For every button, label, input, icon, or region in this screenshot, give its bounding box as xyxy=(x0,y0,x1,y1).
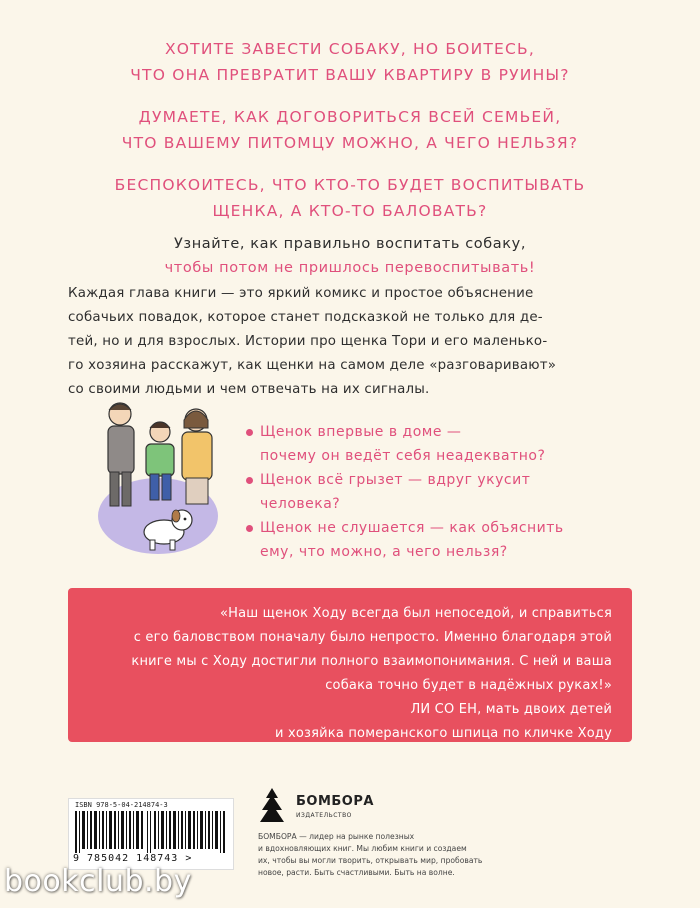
quote-line: «Наш щенок Ходу всегда был непоседой, и справиться xyxy=(219,606,612,621)
list-item xyxy=(246,420,626,468)
question-block xyxy=(0,36,700,88)
barcode-number: 9 785042 148743 > xyxy=(73,853,193,864)
question-line: ЩЕНКА, А КТО-ТО БАЛОВАТЬ? xyxy=(212,202,488,220)
question-line: ЧТО ВАШЕМУ ПИТОМЦУ МОЖНО, А ЧЕГО НЕЛЬЗЯ? xyxy=(121,134,579,152)
family-puppy-illustration xyxy=(96,392,242,564)
question-line: ХОТИТЕ ЗАВЕСТИ СОБАКУ, НО БОИТЕСЬ, xyxy=(164,40,536,58)
quote-line: с его баловством поначалу было непросто. Именно благодаря этой xyxy=(133,630,612,645)
bullet-dot-icon xyxy=(246,525,253,532)
list-item-text: Щенок впервые в доме — xyxy=(260,424,462,440)
question-block xyxy=(0,172,700,224)
publisher-description xyxy=(258,831,598,879)
bullet-dot-icon xyxy=(246,429,253,436)
question-line: БЕСПОКОИТЕСЬ, ЧТО КТО-ТО БУДЕТ ВОСПИТЫВАТЬ xyxy=(114,176,586,194)
publisher-description-line: и вдохновляющих книг. Мы любим книги и создаем xyxy=(258,844,467,853)
list-item xyxy=(246,516,626,564)
publisher-description-line: их, чтобы вы могли творить, открывать мир, пробовать xyxy=(258,856,483,865)
mother-figure xyxy=(182,409,212,504)
intro-questions xyxy=(0,36,700,240)
description-line: Каждая глава книги — это яркий комикс и простое объяснение xyxy=(68,286,534,301)
watermark-text: bookclub.by xyxy=(4,864,192,899)
key-questions-list xyxy=(246,420,626,564)
publisher-description-line: новое, расти. Быть счастливыми. Быть на волне. xyxy=(258,868,455,877)
quote-line: книге мы с Ходу достигли полного взаимопонимания. С ней и ваша xyxy=(131,654,612,669)
learn-line-1: Узнайте, как правильно воспитать собаку, xyxy=(173,236,527,252)
description-line: со своими людьми и чем отвечать на их сигналы. xyxy=(68,382,430,397)
list-item-text: Щенок не слушается — как объяснить xyxy=(260,520,564,536)
description-line: собачьих повадок, которое станет подсказкой не только для де- xyxy=(68,310,543,325)
description-line: тей, но и для взрослых. Истории про щенка Тори и его маленько- xyxy=(68,334,548,349)
learn-callout xyxy=(0,232,700,280)
isbn-label: ISBN 978-5-04-214874-3 xyxy=(75,801,168,809)
publisher-description-line: БОМБОРА — лидер на рынке полезных xyxy=(258,832,415,841)
list-item-text: почему он ведёт себя неадекватно? xyxy=(260,448,546,464)
question-line: ЧТО ОНА ПРЕВРАТИТ ВАШУ КВАРТИРУ В РУИНЫ? xyxy=(130,66,570,84)
bullet-dot-icon xyxy=(246,477,253,484)
description-line: го хозяина расскажут, как щенки на самом деле «разговаривают» xyxy=(68,358,557,373)
list-item-text: ему, что можно, а чего нельзя? xyxy=(260,544,508,560)
quote-line: собака точно будет в надёжных руках!» xyxy=(325,678,612,693)
book-description xyxy=(68,282,628,402)
publisher-name: БОМБОРА xyxy=(296,794,374,809)
question-block xyxy=(0,104,700,156)
learn-line-2: чтобы потом не пришлось перевоспитывать! xyxy=(164,260,536,276)
list-item-text: человека? xyxy=(260,496,341,512)
list-item-text: Щенок всё грызет — вдруг укусит xyxy=(260,472,531,488)
publisher-subtitle: ИЗДАТЕЛЬСТВО xyxy=(296,812,352,819)
testimonial-quote xyxy=(68,588,632,742)
question-line: ДУМАЕТЕ, КАК ДОГОВОРИТЬСЯ ВСЕЙ СЕМЬЕЙ, xyxy=(138,108,562,126)
isbn-barcode xyxy=(68,798,234,870)
quote-author: ЛИ СО ЕН, мать двоих детей xyxy=(410,702,612,717)
list-item xyxy=(246,468,626,516)
quote-author-detail: и хозяйка померанского шпица по кличке Ходу xyxy=(275,726,612,741)
barcode-icon xyxy=(75,811,229,853)
